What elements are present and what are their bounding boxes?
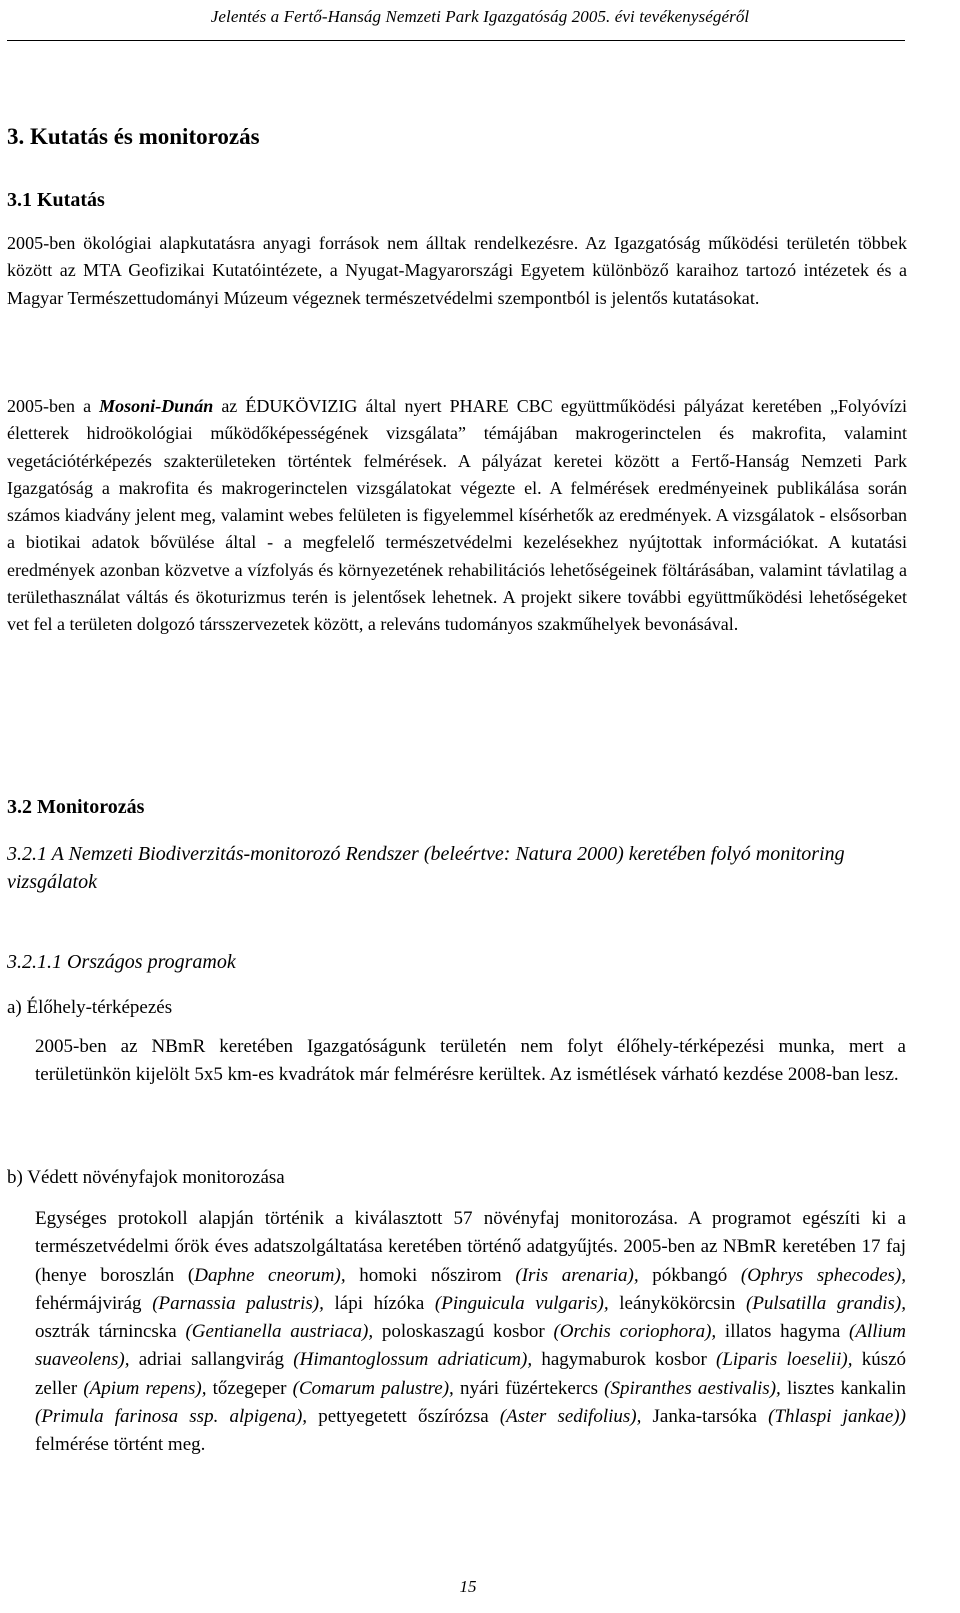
species-latin-name: (Apium repens), bbox=[83, 1377, 207, 1399]
running-title: Jelentés a Fertő-Hanság Nemzeti Park Igazgatóság 2005. évi tevékenységéről bbox=[210, 7, 750, 26]
species-latin-name: (Primula farinosa ssp. alpigena), bbox=[35, 1406, 308, 1428]
species-latin-name: (Himantoglossum adriaticum), bbox=[293, 1349, 533, 1371]
species-latin-name: (Gentianella austriaca), bbox=[185, 1321, 374, 1343]
species-latin-name: (Orchis coriophora), bbox=[553, 1321, 717, 1343]
paragraph-habitat-mapping: 2005-ben az NBmR keretében Igazgatóságunk területén nem folyt élőhely-térképezési munka, mert a területünkön kijelölt 5x5 km-es kvadrátok már felmérésre kerültek. Az ismétlések várható kezdése 2008-ban lesz. bbox=[35, 1036, 906, 1086]
paragraph-lead: 2005-ben a bbox=[7, 396, 100, 416]
section-title-3-2: 3.2 Monitorozás bbox=[7, 796, 145, 818]
text-run: pókbangó bbox=[638, 1264, 741, 1286]
text-run: leánykökörcsin bbox=[608, 1292, 746, 1314]
section-title-3: 3. Kutatás és monitorozás bbox=[7, 124, 260, 149]
subsection-title-b: b) Védett növényfajok monitorozása bbox=[7, 1167, 285, 1188]
paragraph-plant-monitoring bbox=[35, 1205, 906, 1460]
species-latin-name: (Pulsatilla grandis), bbox=[746, 1292, 907, 1314]
subsection-title-a: a) Élőhely-térképezés bbox=[7, 997, 173, 1018]
paragraph-body: az ÉDUKÖVIZIG által nyert PHARE CBC együttműködési pályázat keretében „Folyóvízi életterek hidroökológiai működőképességének vizsgálata” témájában makrogerinctelen és makrofita, valamint vegetációtérképezés szakterületeken történtek felmérések. A pályázat keretei között a Fertő-Hanság Nemzeti Park Igazgatóság a makrofita és makrogerinctelen vizsgálatokat végezte el. A felmérések eredményeinek publikálása során számos kiadvány jelent meg, valamint webes felületen is figyelemmel kísérhetők az eredmények. A vizsgálatok - elsősorban a biotikai adatok bővülése által - a megfelelő természetvédelmi kezelésekhez nyújtottak információkat. A kutatási eredmények azonban közvetve a vízfolyás és környezetének rehabilitációs lehetőségeinek föltárásában, valamint távlatilag a területhasználat váltás és ökoturizmus terén is jelentősek lehetnek. A projekt sikere további együttműködési lehetőségeket vet fel a területen dolgozó társszervezetek között, a releváns tudományos szakműhelyek bevonásával. bbox=[7, 396, 907, 635]
section-title-3-2-1-1: 3.2.1.1 Országos programok bbox=[7, 951, 236, 973]
text-run: illatos hagyma bbox=[716, 1321, 850, 1343]
species-latin-name: (Aster sedifolius), bbox=[499, 1406, 642, 1428]
species-latin-name: (Thlaspi jankae)) bbox=[768, 1406, 906, 1428]
text-run: kúszó zeller bbox=[35, 1349, 907, 1399]
paragraph-research-2 bbox=[7, 393, 907, 639]
text-run: homoki nőszirom bbox=[345, 1264, 516, 1286]
species-latin-name: (Allium suaveolens), bbox=[35, 1321, 907, 1371]
species-latin-name: Daphne cneorum), bbox=[194, 1264, 346, 1286]
text-run: nyári füzértekercs bbox=[453, 1377, 605, 1399]
page-number: 15 bbox=[459, 1577, 477, 1596]
section-title-3-2-1: 3.2.1 A Nemzeti Biodiverzitás-monitorozó Rendszer (beleértve: Natura 2000) keretében folyó monitoring vizsgálatok bbox=[7, 843, 845, 893]
place-name: Mosoni-Dunán bbox=[99, 396, 214, 416]
text-run: lápi hízóka bbox=[323, 1292, 435, 1314]
text-run: fehérmájvirág bbox=[35, 1292, 153, 1314]
text-run: pettyegetett őszírózsa bbox=[307, 1406, 500, 1428]
text-run: felmérése történt meg. bbox=[35, 1434, 206, 1456]
text-run: Egységes protokoll alapján történik a kiválasztott 57 növényfaj monitorozása. A programot egészíti ki a természetvédelmi őrök éves adatszolgáltatása keretében történő adatgyűjtés. 2005-ben az NBmR keretében 17 faj (henye boroszlán ( bbox=[35, 1208, 906, 1286]
text-run: Janka-tarsóka bbox=[641, 1406, 769, 1428]
header-rule bbox=[7, 40, 905, 41]
species-latin-name: (Iris arenaria), bbox=[515, 1264, 639, 1286]
text-run: osztrák tárnincska bbox=[35, 1321, 186, 1343]
species-latin-name: (Pinguicula vulgaris), bbox=[434, 1292, 609, 1314]
text-run: adriai sallangvirág bbox=[129, 1349, 294, 1371]
species-latin-name: (Ophrys sphecodes), bbox=[740, 1264, 907, 1286]
species-latin-name: (Comarum palustre), bbox=[292, 1377, 454, 1399]
species-latin-name: (Parnassia palustris), bbox=[152, 1292, 324, 1314]
text-run: tőzegeper bbox=[206, 1377, 293, 1399]
text-run: hagymaburok kosbor bbox=[532, 1349, 717, 1371]
species-latin-name: (Spiranthes aestivalis), bbox=[604, 1377, 781, 1399]
species-latin-name: (Liparis loeselii), bbox=[716, 1349, 853, 1371]
paragraph-research-1: 2005-ben ökológiai alapkutatásra anyagi források nem álltak rendelkezésre. Az Igazgatóság működési területén többek között az MTA Geofizikai Kutatóintézete, a Nyugat-Magyarországi Egyetem különböző karaihoz tartozó intézetek és a Magyar Természettudományi Múzeum végeznek természetvédelmi szempontból is jelentős kutatásokat. bbox=[7, 233, 907, 308]
section-title-3-1: 3.1 Kutatás bbox=[7, 189, 105, 211]
text-run: lisztes kankalin bbox=[780, 1377, 907, 1399]
text-run: poloskaszagú kosbor bbox=[373, 1321, 554, 1343]
